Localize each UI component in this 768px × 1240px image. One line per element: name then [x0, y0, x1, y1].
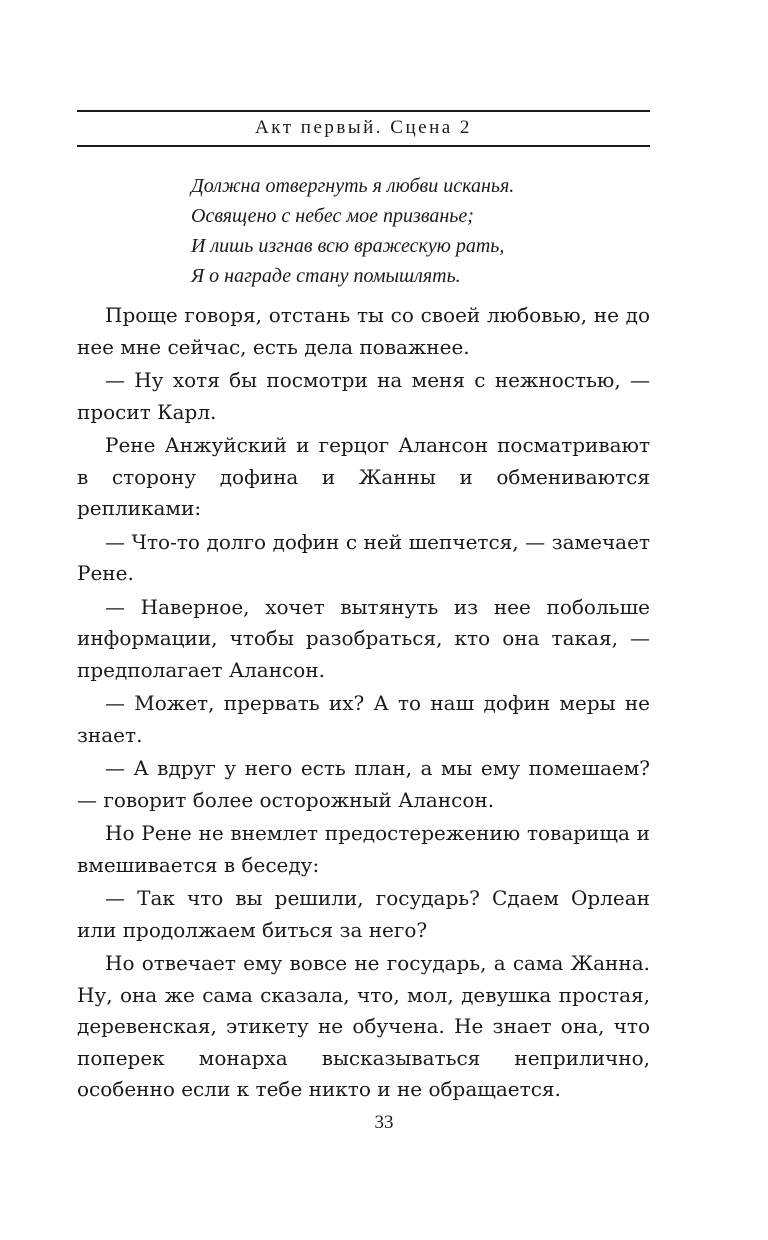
paragraph: Но Рене не внемлет предостережению товарища и вмешивается в беседу:	[77, 821, 650, 877]
poem-line: И лишь изгнав всю вражескую рать,	[191, 235, 505, 257]
paragraph: Рене Анжуйский и герцог Алансон посматривают в сторону дофина и Жанны и обмениваются репликами:	[77, 433, 650, 520]
paragraph: Но отвечает ему вовсе не государь, а сама Жанна. Ну, она же сама сказала, что, мол, девушка простая, деревенская, этикету не обучена. Не знает она, что поперек монарха высказываться неприлично, особенно если к тебе никто и не обращается.	[77, 951, 650, 1101]
header-rule-bottom	[77, 145, 650, 147]
paragraph: — А вдруг у него есть план, а мы ему помешаем? — говорит более осторожный Алансон.	[77, 756, 650, 812]
poem-line: Должна отвергнуть я любви исканья.	[191, 175, 515, 197]
running-head: Акт первый. Сцена 2	[255, 117, 472, 138]
page-number: 33	[374, 1112, 394, 1133]
poem-line: Освящено с небес мое призванье;	[191, 205, 474, 227]
paragraph: — Что-то долго дофин с ней шепчется, — замечает Рене.	[77, 529, 650, 585]
poem-line: Я о награде стану помышлять.	[191, 265, 461, 287]
paragraph: — Может, прервать их? А то наш дофин меры не знает.	[77, 691, 650, 747]
paragraph: — Так что вы решили, государь? Сдаем Орлеан или продолжаем биться за него?	[77, 886, 650, 942]
header-rule-top	[77, 110, 650, 112]
poem-epigraph	[191, 171, 514, 291]
paragraph: — Ну хотя бы посмотри на меня с нежностью, — просит Карл.	[77, 368, 650, 424]
paragraph: Проще говоря, отстань ты со своей любовью, не до нее мне сейчас, есть дела поважнее.	[77, 303, 650, 359]
body-text	[77, 300, 650, 1108]
paragraph: — Наверное, хочет вытянуть из нее побольше информации, чтобы разобраться, кто она такая, — предполагает Алансон.	[77, 594, 650, 682]
